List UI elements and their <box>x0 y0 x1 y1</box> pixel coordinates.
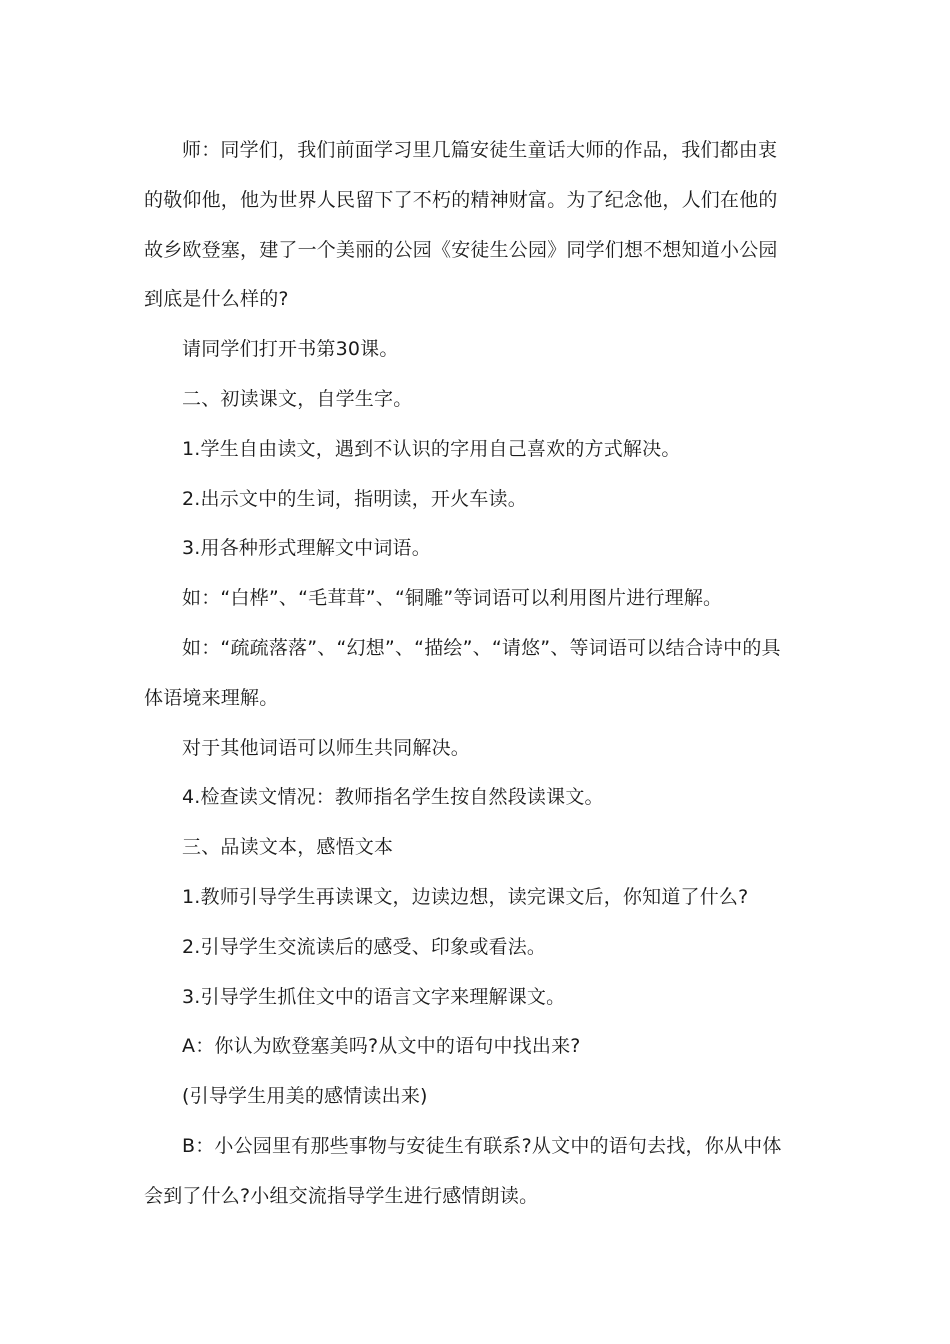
paragraph-question-a: A：你认为欧登塞美吗?从文中的语句中找出来? <box>182 1035 581 1058</box>
section-heading-3: 三、品读文本，感悟文本 <box>182 836 394 859</box>
section-heading-2: 二、初读课文，自学生字。 <box>182 387 413 410</box>
paragraph-intro: 师：同学们，我们前面学习里几篇安徒生童话大师的作品，我们都由衷的敬仰他，他为世界人民留下了不朽的精神财富。为了纪念他，人们在他的故乡欧登塞，建了一个美丽的公园《安徒生公园》同学们想不想知道小公园到底是什么样的? <box>144 139 778 311</box>
paragraph-question-b: B：小公园里有那些事物与安徒生有联系?从文中的语句去找，你从中体会到了什么?小组交流指导学生进行感情朗读。 <box>144 1134 782 1207</box>
paragraph-open-book: 请同学们打开书第30课。 <box>182 338 399 361</box>
paragraph-read-2: 2.引导学生交流读后的感受、印象或看法。 <box>182 935 547 958</box>
paragraph-step-2: 2.出示文中的生词，指明读，开火车读。 <box>182 487 527 510</box>
document-body <box>144 126 794 1222</box>
paragraph-step-4: 4.检查读文情况：教师指名学生按自然段读课文。 <box>182 786 604 809</box>
paragraph-guide-note: (引导学生用美的感情读出来) <box>182 1085 428 1108</box>
paragraph-step-1: 1.学生自由读文，遇到不认识的字用自己喜欢的方式解决。 <box>182 437 681 460</box>
paragraph-read-1: 1.教师引导学生再读课文，边读边想，读完课文后，你知道了什么? <box>182 885 749 908</box>
paragraph-other-words: 对于其他词语可以师生共同解决。 <box>182 736 471 759</box>
paragraph-read-3: 3.引导学生抓住文中的语言文字来理解课文。 <box>182 985 566 1008</box>
paragraph-example-2: 如：“疏疏落落”、“幻想”、“描绘”、“请悠”、等词语可以结合诗中的具体语境来理解。 <box>144 636 781 709</box>
paragraph-step-3: 3.用各种形式理解文中词语。 <box>182 537 431 560</box>
paragraph-example-1: 如：“白桦”、“毛茸茸”、“铜雕”等词语可以利用图片进行理解。 <box>182 587 723 610</box>
